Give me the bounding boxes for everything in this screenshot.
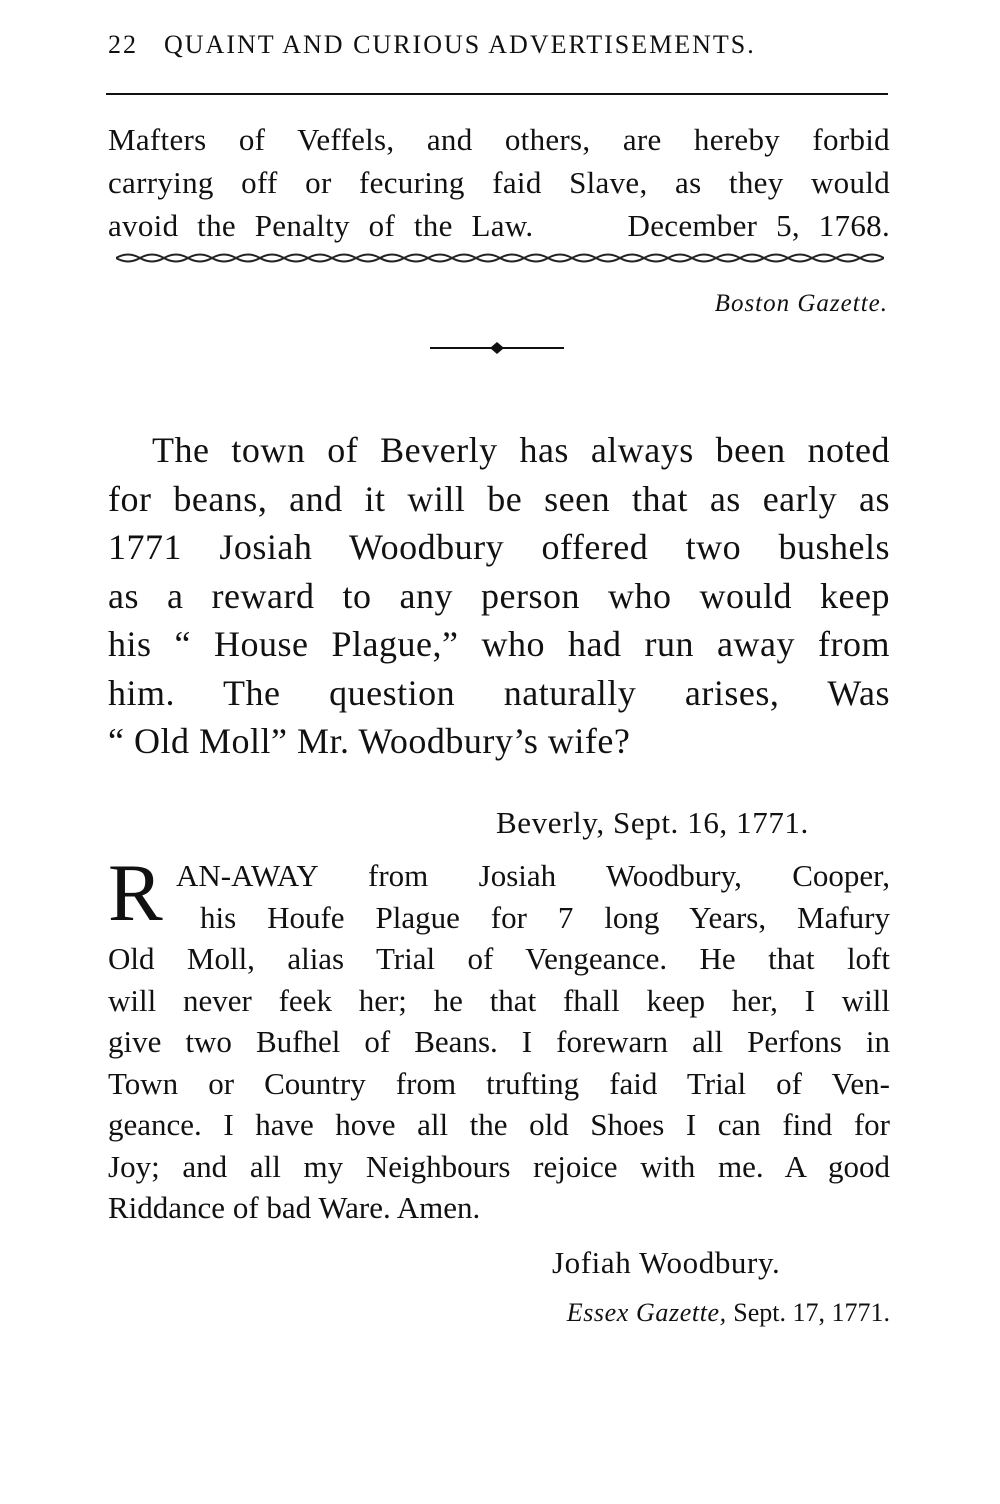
source-boston-gazette: Boston Gazette. xyxy=(714,290,888,317)
ad1-line: avoid the Penalty of the Law. December 5, 1768. xyxy=(108,208,890,243)
source-date: Sept. 17, 1771. xyxy=(726,1298,890,1327)
source-essex-gazette xyxy=(567,1298,890,1328)
running-head xyxy=(108,30,888,60)
running-title: QUAINT AND CURIOUS ADVERTISEMENTS. xyxy=(164,30,756,59)
ad2-line: Town or Country from trufting faid Trial of Ven- xyxy=(108,1065,890,1101)
ad-dateline: Beverly, Sept. 16, 1771. xyxy=(496,805,809,840)
commentary-line: “ Old Moll” Mr. Woodbury’s wife? xyxy=(108,721,631,761)
source-paper-name: Essex Gazette, xyxy=(566,1298,727,1327)
ad1-line: carrying off or fecuring faid Slave, as they would xyxy=(108,165,890,200)
ad2-line: geance. I have hove all the old Shoes I can find for xyxy=(108,1107,890,1142)
page-number: 22 xyxy=(108,30,138,59)
commentary-line: him. The question naturally arises, Was xyxy=(108,672,890,713)
advertisement-boston xyxy=(108,118,890,247)
commentary-line: as a reward to any person who would keep xyxy=(108,575,890,616)
signature: Jofiah Woodbury. xyxy=(552,1245,781,1280)
ad1-line: Mafters of Veffels, and others, are hereby forbid xyxy=(108,122,890,157)
ad2-line: AN-AWAY from Josiah Woodbury, Cooper, xyxy=(176,858,890,893)
ad2-line: Riddance of bad Ware. Amen. xyxy=(108,1190,481,1225)
ad2-line: give two Bufhel of Beans. I forewarn all Perfons in xyxy=(108,1024,890,1059)
drop-cap: R xyxy=(108,847,163,938)
commentary-line: for beans, and it will be seen that as early as xyxy=(108,478,890,519)
commentary-line: The town of Beverly has always been noted xyxy=(152,430,890,470)
advertisement-beverly xyxy=(108,847,890,1229)
header-rule xyxy=(106,93,888,95)
ad2-line: Joy; and all my Neighbours rejoice with me. A good xyxy=(108,1148,890,1184)
commentary-line: his “ House Plague,” who had run away from xyxy=(108,624,890,664)
ad2-line: will never feek her; he that fhall keep her, I will xyxy=(108,982,890,1018)
commentary-paragraph xyxy=(108,426,890,766)
diamond-divider xyxy=(430,340,564,356)
ornamental-border xyxy=(116,251,884,265)
ad2-line: his Houfe Plague for 7 long Years, Mafury xyxy=(200,899,890,935)
commentary-line: 1771 Josiah Woodbury offered two bushels xyxy=(108,527,890,567)
ad2-line: Old Moll, alias Trial of Vengeance. He that loft xyxy=(108,941,890,976)
